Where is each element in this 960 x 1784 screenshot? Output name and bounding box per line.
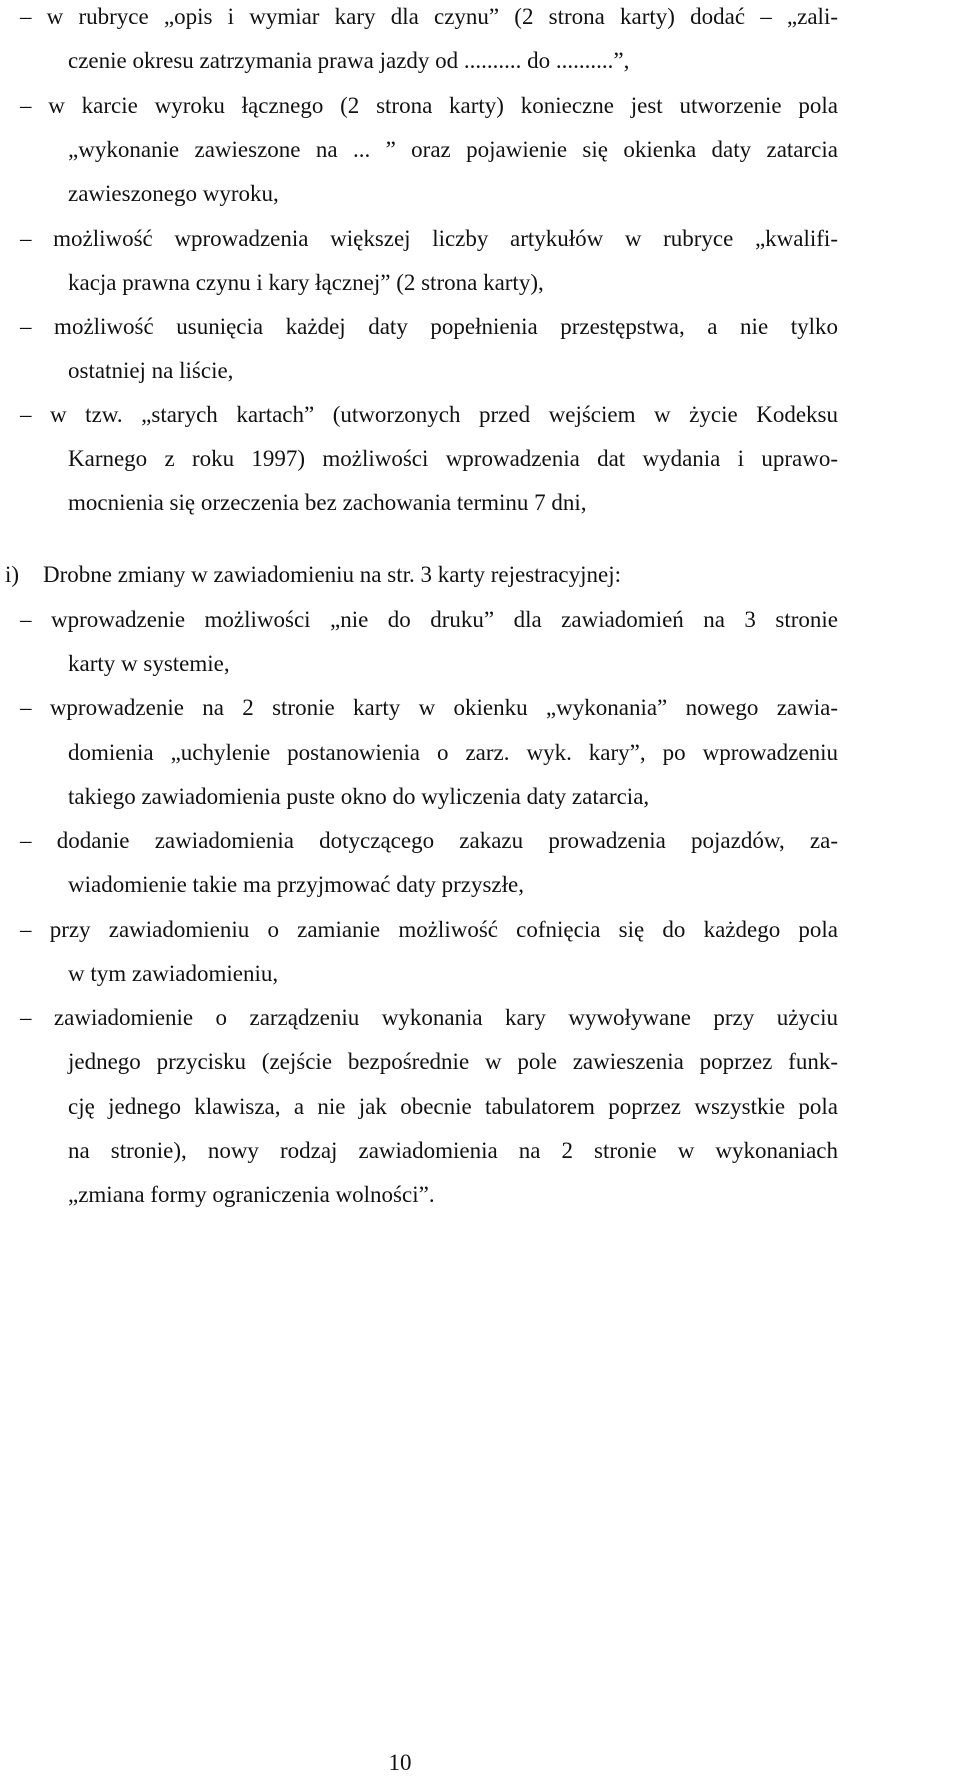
continuation-line: na stronie), nowy rodzaj zawiadomienia na 2 stronie w wykonaniach	[68, 1138, 838, 1163]
bullet-line: – możliwość wprowadzenia większej liczby artykułów w rubryce „kwalifi-	[20, 226, 838, 251]
continuation-line: „zmiana formy ograniczenia wolności”.	[68, 1182, 435, 1207]
continuation-line: w tym zawiadomieniu,	[68, 961, 279, 986]
continuation-line: czenie okresu zatrzymania prawa jazdy od .......... do ..........”,	[68, 48, 630, 73]
bullet-line: – zawiadomienie o zarządzeniu wykonania kary wywoływane przy użyciu	[20, 1005, 838, 1030]
bullet-line: – dodanie zawiadomienia dotyczącego zakazu prowadzenia pojazdów, za-	[20, 828, 838, 853]
continuation-line: zawieszonego wyroku,	[68, 181, 279, 206]
page-number: 10	[388, 1750, 412, 1775]
continuation-line: karty w systemie,	[68, 651, 230, 676]
bullet-line: – wprowadzenie na 2 stronie karty w okienku „wykonania” nowego zawia-	[20, 695, 838, 720]
continuation-line: kacja prawna czynu i kary łącznej” (2 strona karty),	[68, 270, 544, 295]
bullet-line: – w karcie wyroku łącznego (2 strona karty) konieczne jest utworzenie pola	[20, 93, 838, 118]
continuation-line: Karnego z roku 1997) możliwości wprowadzenia dat wydania i uprawo-	[68, 446, 838, 471]
section-heading: Drobne zmiany w zawiadomieniu na str. 3 karty rejestracyjnej:	[43, 562, 621, 587]
bullet-line: – w tzw. „starych kartach” (utworzonych przed wejściem w życie Kodeksu	[20, 402, 838, 427]
continuation-line: „wykonanie zawieszone na ... ” oraz pojawienie się okienka daty zatarcia	[68, 137, 838, 162]
continuation-line: ostatniej na liście,	[68, 358, 234, 383]
continuation-line: mocnienia się orzeczenia bez zachowania terminu 7 dni,	[68, 490, 587, 515]
section-marker: i)	[5, 562, 20, 587]
continuation-line: takiego zawiadomienia puste okno do wyliczenia daty zatarcia,	[68, 784, 650, 809]
continuation-line: cję jednego klawisza, a nie jak obecnie tabulatorem poprzez wszystkie pola	[68, 1094, 838, 1119]
bullet-line: – możliwość usunięcia każdej daty popełnienia przestępstwa, a nie tylko	[20, 314, 838, 339]
continuation-line: domienia „uchylenie postanowienia o zarz. wyk. kary”, po wprowadzeniu	[68, 740, 838, 765]
bullet-line: – wprowadzenie możliwości „nie do druku” dla zawiadomień na 3 stronie	[20, 607, 838, 632]
bullet-line: – przy zawiadomieniu o zamianie możliwość cofnięcia się do każdego pola	[20, 917, 838, 942]
bullet-line: – w rubryce „opis i wymiar kary dla czynu” (2 strona karty) dodać – „zali-	[20, 4, 838, 29]
continuation-line: wiadomienie takie ma przyjmować daty przyszłe,	[68, 872, 524, 897]
continuation-line: jednego przycisku (zejście bezpośrednie w pole zawieszenia poprzez funk-	[68, 1049, 838, 1074]
